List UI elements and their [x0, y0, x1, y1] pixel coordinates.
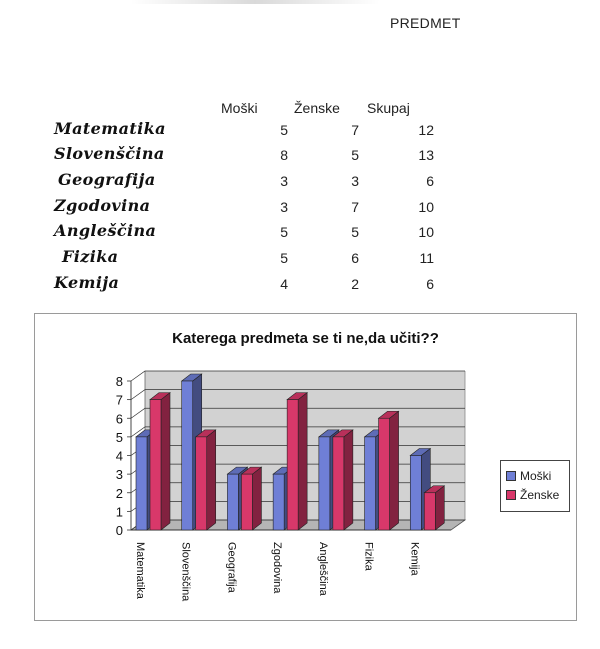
bar-zenske-side — [161, 393, 170, 530]
chart-legend — [500, 460, 570, 512]
bar-zenske-front — [333, 437, 344, 530]
bar-zenske — [196, 430, 216, 530]
bar-zenske-side — [344, 430, 353, 530]
y-tick-label: 8 — [115, 374, 123, 389]
scan-smudge — [130, 0, 380, 4]
x-category-label: Matematika — [134, 542, 146, 599]
legend-swatch-moski — [506, 471, 516, 481]
bar-moski-front — [365, 437, 376, 530]
chart-title: Katerega predmeta se ti ne,da učiti?? — [172, 330, 439, 347]
y-tick-label: 2 — [115, 485, 123, 501]
row-label-kemija: Kemija — [54, 273, 120, 292]
row-label-geografija: Geografija — [58, 170, 156, 189]
legend-item-moski — [506, 469, 551, 483]
bar-zenske-front — [287, 400, 298, 530]
bar-chart — [35, 314, 576, 620]
x-category-label: Angleščina — [316, 542, 329, 596]
bar-zenske-side — [298, 393, 307, 530]
cell-zenske: 2 — [351, 276, 359, 292]
cell-moski: 3 — [280, 173, 288, 189]
cell-moski: 3 — [280, 199, 288, 215]
bar-moski-front — [136, 437, 147, 530]
bar-zenske — [287, 393, 307, 530]
bar-zenske — [241, 467, 261, 530]
x-category-label: Geografija — [225, 542, 238, 593]
row-label-anglescina: Angleščina — [54, 221, 157, 240]
y-tick-label: 1 — [115, 504, 123, 520]
cell-skupaj: 11 — [419, 250, 434, 266]
cell-zenske: 5 — [351, 147, 359, 163]
bar-zenske-front — [424, 493, 435, 530]
bar-moski-front — [319, 437, 330, 530]
row-label-zgodovina: Zgodovina — [54, 196, 151, 215]
row-label-fizika: Fizika — [62, 247, 119, 266]
legend-item-zenske — [506, 488, 559, 502]
cell-zenske: 6 — [351, 250, 359, 266]
legend-label-moski: Moški — [520, 469, 552, 483]
cell-skupaj: 6 — [426, 173, 434, 189]
cell-moski: 5 — [280, 250, 288, 266]
bar-zenske-side — [252, 467, 261, 530]
legend-swatch-zenske — [506, 490, 516, 500]
column-header-skupaj: Skupaj — [367, 100, 410, 116]
cell-zenske: 3 — [351, 173, 359, 189]
cell-zenske: 5 — [351, 224, 359, 240]
y-tick-label: 7 — [115, 392, 123, 408]
bar-zenske — [333, 430, 353, 530]
bar-zenske — [379, 411, 399, 530]
cell-moski: 5 — [280, 122, 288, 138]
bar-moski-front — [273, 474, 284, 530]
bar-moski-front — [410, 456, 421, 531]
bar-zenske-front — [150, 400, 161, 530]
bar-zenske-side — [390, 411, 399, 530]
bar-zenske-front — [196, 437, 207, 530]
x-category-label: Kemija — [408, 542, 421, 576]
bar-zenske — [424, 486, 444, 530]
x-category-label: Fizika — [362, 542, 375, 571]
cell-skupaj: 12 — [418, 122, 434, 138]
y-tick-label: 6 — [115, 411, 123, 427]
bar-zenske-front — [379, 418, 390, 530]
column-header-moski: Moški — [221, 100, 258, 116]
x-category-label: Zgodovina — [271, 542, 284, 594]
y-tick-label: 3 — [115, 467, 123, 483]
bar-zenske-side — [207, 430, 216, 530]
cell-moski: 5 — [280, 224, 288, 240]
y-tick-label: 5 — [115, 429, 123, 445]
cell-moski: 4 — [280, 276, 288, 292]
x-category-label: Slovenščina — [179, 542, 192, 602]
legend-label-zenske: Ženske — [520, 488, 560, 502]
column-header-zenske: Ženske — [294, 100, 340, 116]
cell-moski: 8 — [280, 147, 288, 163]
cell-skupaj: 6 — [426, 276, 434, 292]
bar-zenske-front — [241, 474, 252, 530]
cell-skupaj: 10 — [418, 199, 434, 215]
y-tick-label: 4 — [115, 448, 123, 464]
bar-moski-front — [227, 474, 238, 530]
bar-zenske — [150, 393, 170, 530]
row-label-slovenscina: Slovenščina — [54, 144, 165, 163]
page-title: PREDMET — [390, 15, 461, 31]
cell-skupaj: 10 — [418, 224, 434, 240]
bar-moski-front — [182, 381, 193, 530]
row-label-matematika: Matematika — [54, 119, 166, 138]
y-tick-label: 0 — [115, 523, 123, 538]
cell-zenske: 7 — [351, 122, 359, 138]
bar-zenske-side — [435, 486, 444, 530]
chart-container — [34, 313, 577, 621]
cell-skupaj: 13 — [418, 147, 434, 163]
cell-zenske: 7 — [351, 199, 359, 215]
